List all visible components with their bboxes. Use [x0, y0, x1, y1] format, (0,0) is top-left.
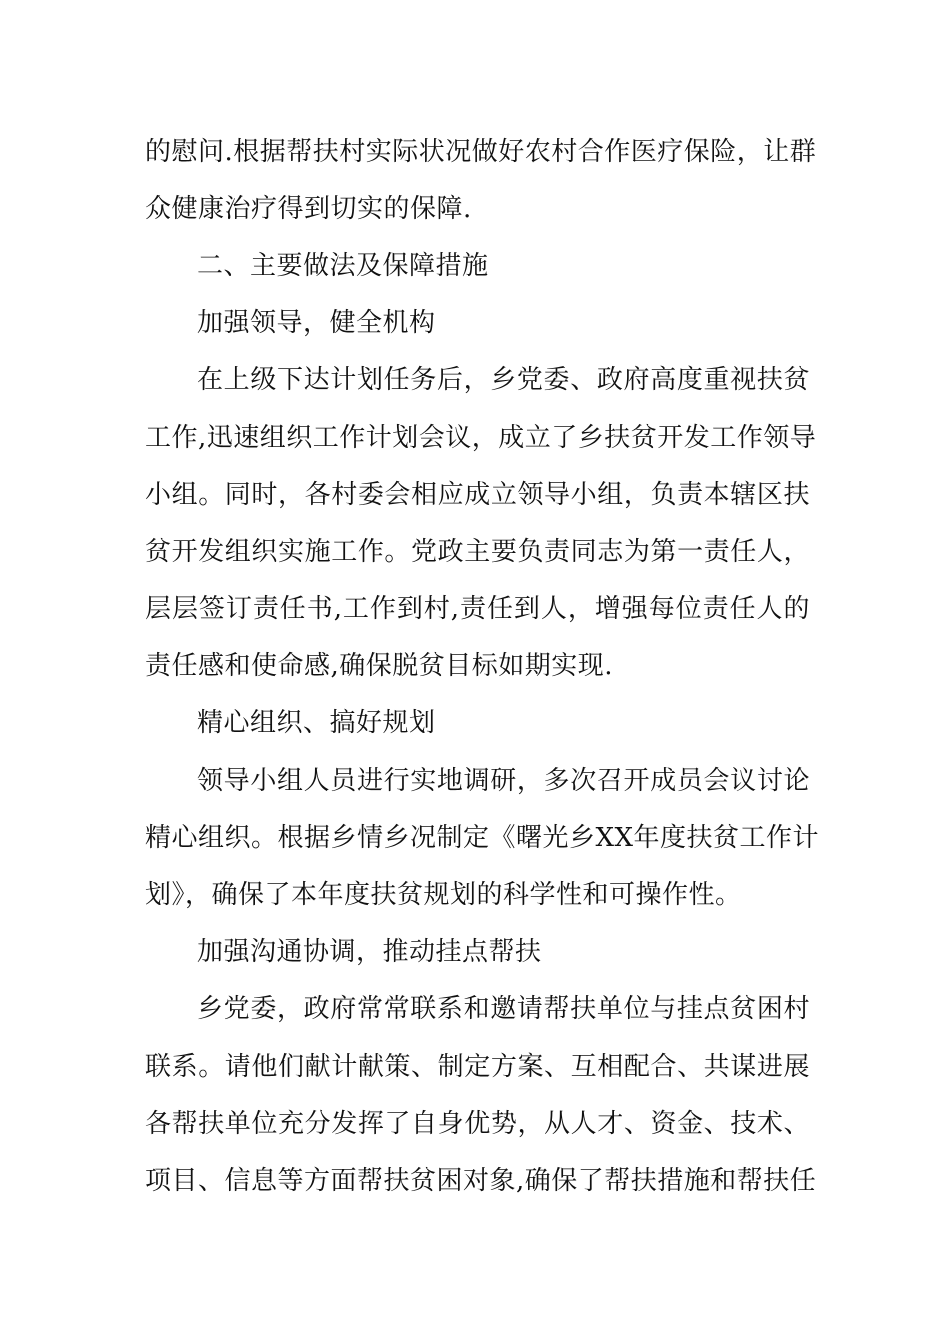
body-text-line: 的慰问.根据帮扶村实际状况做好农村合作医疗保险，让群	[145, 137, 817, 167]
body-text-line: 小组。同时，各村委会相应成立领导小组，负责本辖区扶	[145, 480, 810, 510]
body-text-line: 责任感和使命感,确保脱贫目标如期实现.	[145, 651, 614, 681]
body-text-line: 领导小组人员进行实地调研，多次召开成员会议讨论	[197, 766, 810, 796]
body-text-line: 精心组织。根据乡情乡况制定《曙光乡XX年度扶贫工作计	[145, 823, 820, 853]
body-text-line: 联系。请他们献计献策、制定方案、互相配合、共谋进展	[145, 1052, 810, 1082]
body-text-line: 工作,迅速组织工作计划会议，成立了乡扶贫开发工作领导	[145, 423, 817, 453]
body-text-line: 众健康治疗得到切实的保障.	[145, 194, 472, 224]
body-text-line: 项目、信息等方面帮扶贫困对象,确保了帮扶措施和帮扶任	[145, 1166, 817, 1196]
body-text-line: 划》，确保了本年度扶贫规划的科学性和可操作性。	[145, 880, 742, 910]
subsection-heading: 精心组织、搞好规划	[197, 708, 436, 738]
section-heading: 二、主要做法及保障措施	[197, 251, 489, 281]
subsection-heading: 加强沟通协调，推动挂点帮扶	[197, 937, 542, 967]
body-text-line: 在上级下达计划任务后，乡党委、政府高度重视扶贫	[197, 365, 810, 395]
subsection-heading: 加强领导，健全机构	[197, 308, 436, 338]
body-text-line: 层层签订责任书,工作到村,责任到人，增强每位责任人的	[145, 594, 810, 624]
body-text-line: 乡党委，政府常常联系和邀请帮扶单位与挂点贫困村	[197, 994, 810, 1024]
body-text-line: 贫开发组织实施工作。党政主要负责同志为第一责任人，	[145, 537, 810, 567]
body-text-line: 各帮扶单位充分发挥了自身优势，从人才、资金、技术、	[145, 1109, 810, 1139]
